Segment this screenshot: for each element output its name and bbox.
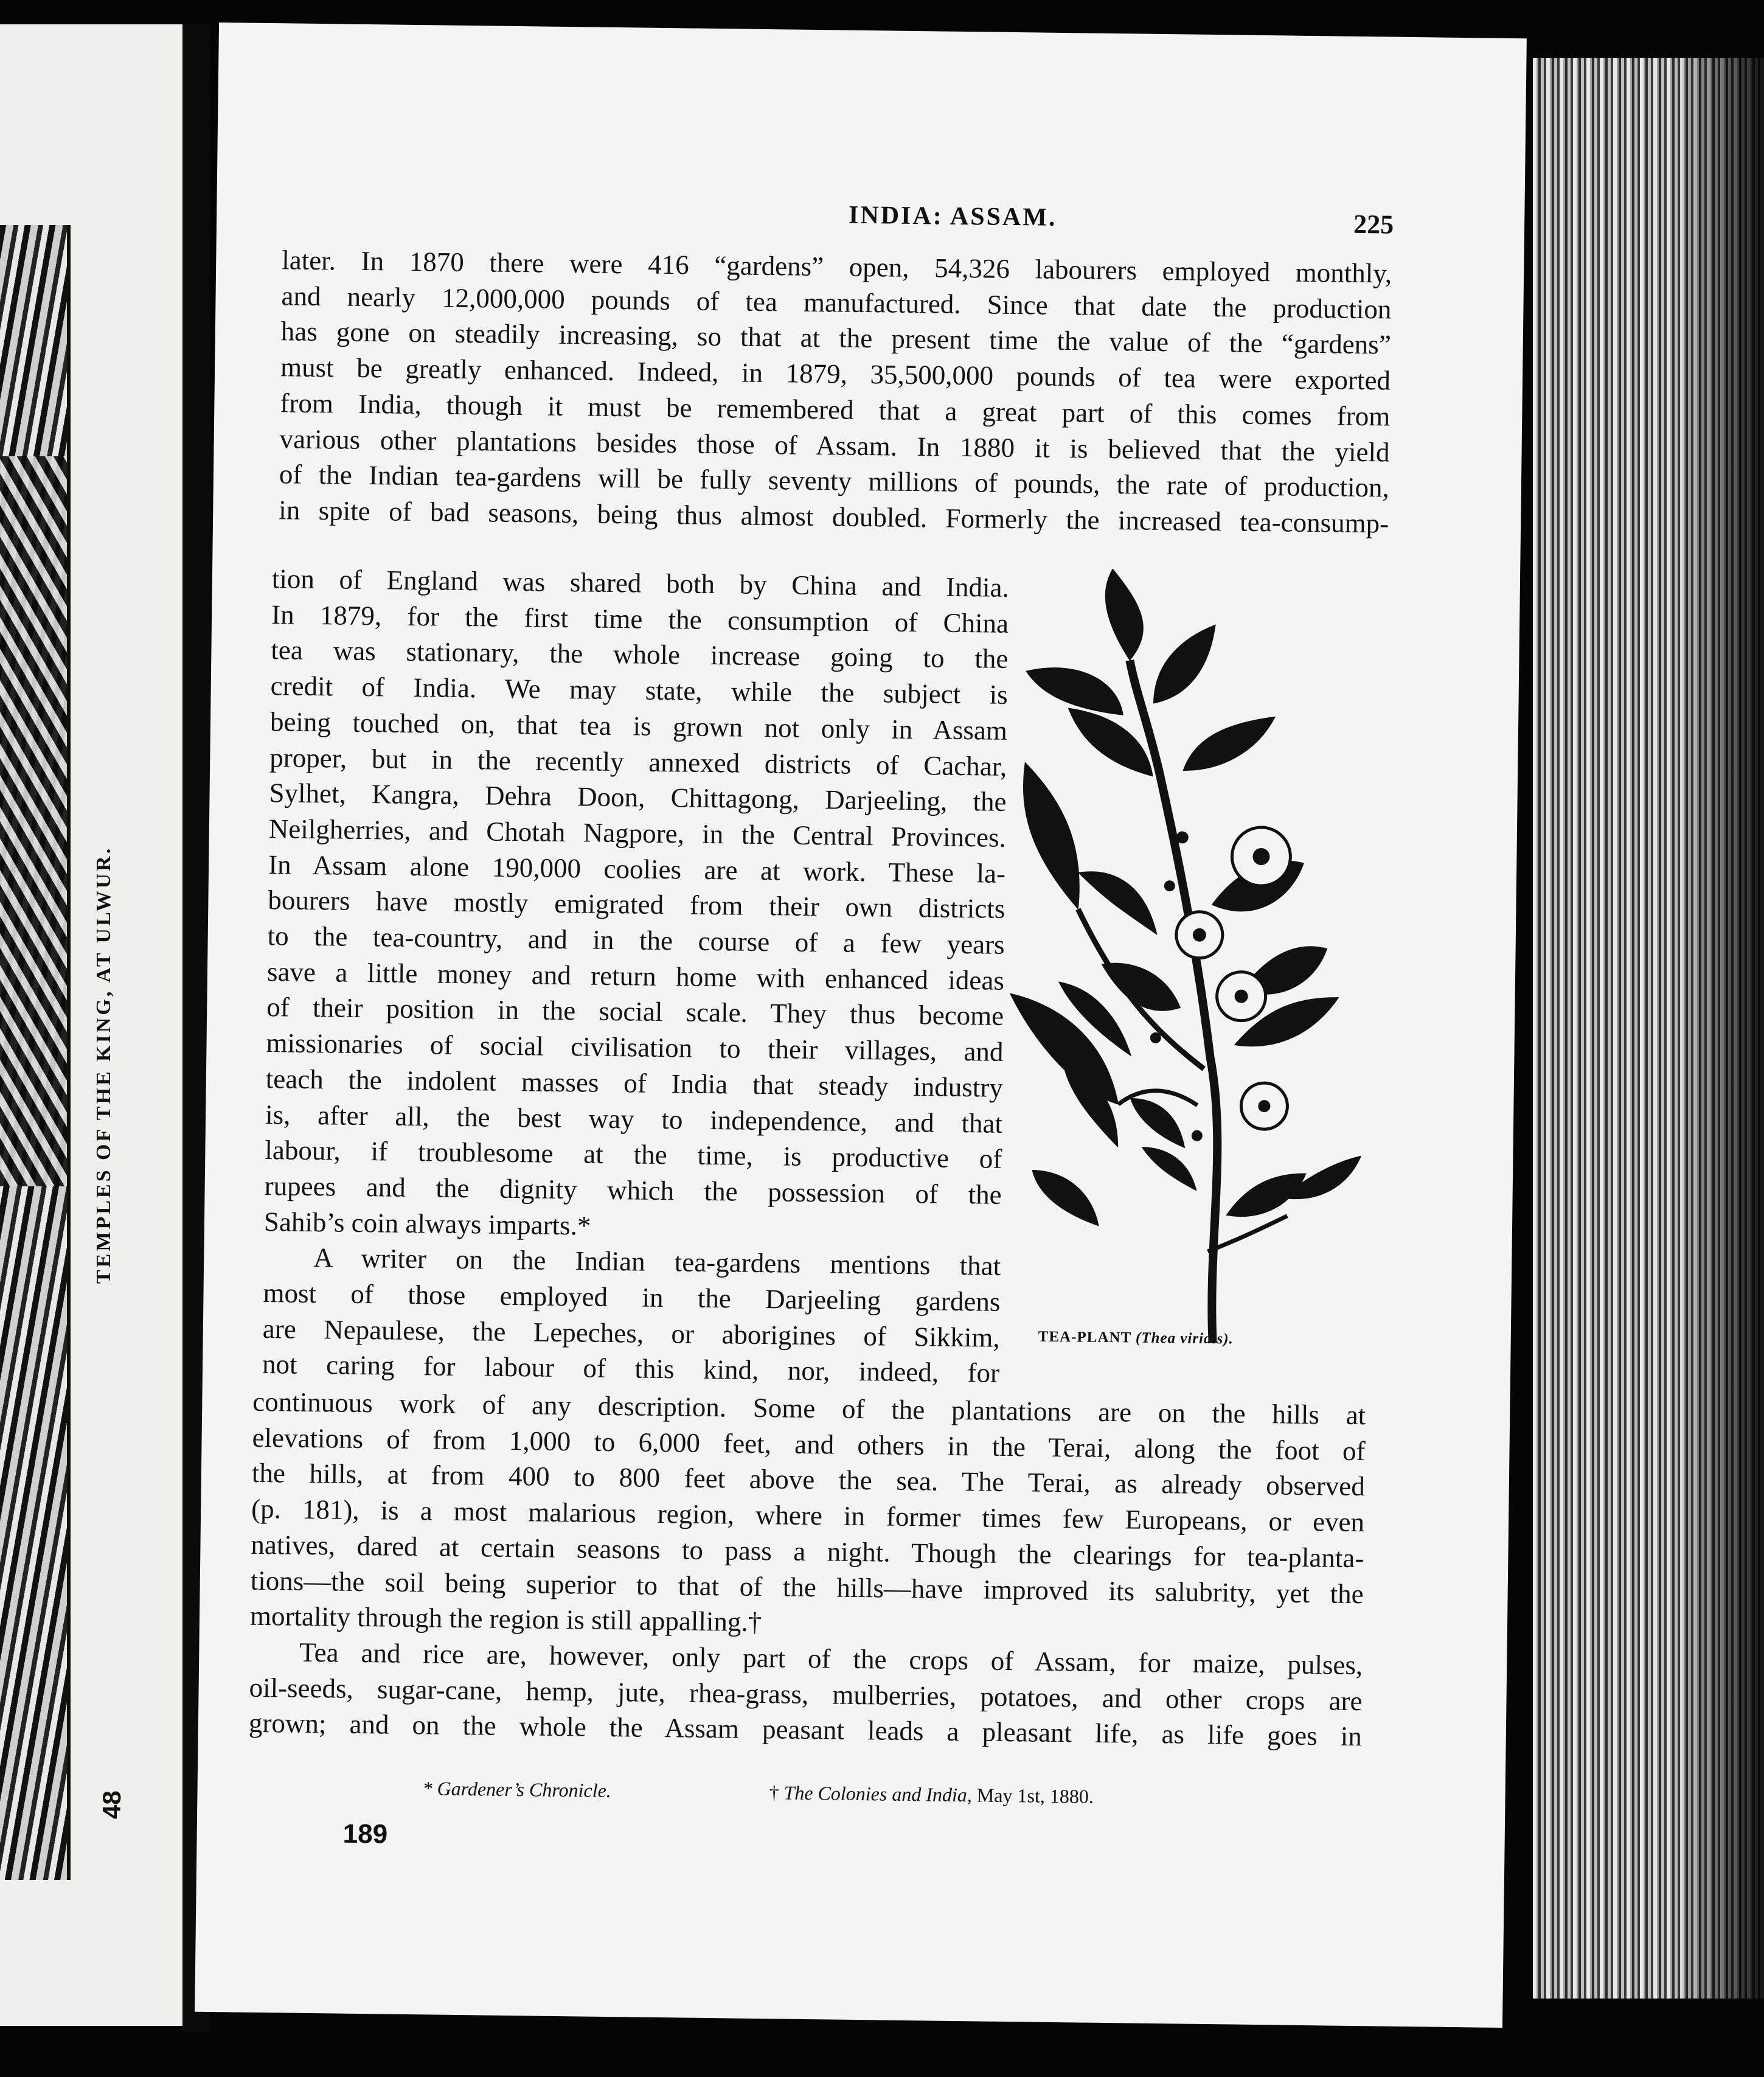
- narrow-column: [262, 561, 1009, 1391]
- text-line: Sylhet, Kangra, Dehra Doon, Chittagong, Darjeeling, the: [269, 778, 1007, 818]
- text-line: In 1879, for the first time the consumption of China: [271, 599, 1009, 639]
- text-line: mortality through the region is still appalling.†: [249, 1601, 762, 1638]
- text-line: of their position in the social scale. They thus become: [266, 992, 1004, 1032]
- caption-label: TEA-PLANT: [1038, 1328, 1131, 1346]
- plate-number: 48: [97, 1790, 126, 1819]
- footnotes: [422, 1777, 1396, 1807]
- signature-number: 189: [342, 1818, 388, 1849]
- text-line: natives, dared at certain seasons to pass a night. Though the clearings for tea-planta-: [251, 1529, 1364, 1573]
- text-line: of the Indian tea-gardens will be fully seventy millions of pounds, the rate of production,: [279, 459, 1390, 503]
- dagger-symbol: †: [769, 1781, 779, 1804]
- text-line: being touched on, that tea is grown not only in Assam: [269, 706, 1008, 746]
- text-line: Tea and rice are, however, only part of the crops of Assam, for maize, pulses,: [299, 1637, 1363, 1681]
- text-line: continuous work of any description. Some of the plantations are on the hills at: [252, 1386, 1366, 1431]
- text-line: oil-seeds, sugar-cane, hemp, jute, rhea-grass, mulberries, potatoes, and other crops are: [249, 1672, 1363, 1716]
- page-number: 225: [1353, 209, 1394, 240]
- text-line: labour, if troublesome at the time, is productive of: [265, 1135, 1002, 1175]
- paragraph-2-continued: [249, 1384, 1366, 1755]
- text-line: tion of England was shared both by China and India.: [271, 563, 1010, 603]
- footnote-2-date: May 1st, 1880.: [976, 1784, 1094, 1807]
- text-line: are Nepaulese, the Lepeches, or aborigines of Sikkim,: [262, 1313, 1001, 1353]
- text-line: Sahib’s coin always imparts.*: [263, 1206, 591, 1241]
- page-edges: [1533, 58, 1764, 1999]
- text-line: credit of India. We may state, while the subject is: [270, 670, 1008, 711]
- text-line: later. In 1870 there were 416 “gardens” open, 54,326 labourers employed monthly,: [281, 245, 1392, 289]
- plate-illustration: [0, 225, 71, 1880]
- running-head: INDIA: ASSAM.: [848, 201, 1057, 232]
- text-line: (p. 181), is a most malarious region, where in former times few Europeans, or even: [251, 1493, 1365, 1538]
- text-line: to the tea-country, and in the course of a few years: [267, 920, 1005, 960]
- text-line: tions—the soil being superior to that of the hills—have improved its salubrity, yet the: [250, 1565, 1364, 1609]
- text-line: bourers have mostly emigrated from their own districts: [268, 885, 1005, 925]
- facing-page: [0, 24, 182, 2026]
- plate-caption: TEMPLES OF THE KING, AT ULWUR.: [92, 846, 115, 1284]
- text-line: in spite of bad seasons, being thus almost doubled. Formerly the increased tea-consump-: [278, 495, 1389, 539]
- tea-plant-engraving: [993, 568, 1368, 1363]
- text-line: Neilgherries, and Chotah Nagpore, in the Central Provinces.: [268, 813, 1007, 853]
- caption-latin-name: (Thea viridis).: [1135, 1329, 1234, 1348]
- text-line: tea was stationary, the whole increase going to the: [271, 635, 1009, 675]
- text-line: rupees and the dignity which the possession of the: [264, 1170, 1002, 1210]
- text-line: proper, but in the recently annexed districts of Cachar,: [269, 742, 1007, 782]
- text-line: save a little money and return home with enhanced ideas: [266, 956, 1005, 996]
- text-line: various other plantations besides those of Assam. In 1880 it is believed that the yield: [279, 423, 1390, 468]
- footnote-2-title: The Colonies and India,: [783, 1781, 973, 1806]
- text-line: most of those employed in the Darjeeling gardens: [263, 1278, 1001, 1317]
- text-line: In Assam alone 190,000 coolies are at work. These la-: [268, 849, 1006, 889]
- text-line: missionaries of social civilisation to their villages, and: [266, 1028, 1004, 1068]
- paragraph-1: [213, 242, 1392, 541]
- text-line: is, after all, the best way to independence, and that: [265, 1099, 1003, 1139]
- text-line: must be greatly enhanced. Indeed, in 1879, 35,500,000 pounds of tea were exported: [280, 352, 1391, 396]
- footnote-2: [769, 1781, 1094, 1808]
- book-page: [195, 23, 1527, 2028]
- text-line: grown; and on the whole the Assam peasant leads a pleasant life, as life goes in: [248, 1708, 1363, 1752]
- text-line: has gone on steadily increasing, so that at the present time the value of the “gardens”: [280, 316, 1392, 360]
- text-line: from India, though it must be remembered that a great part of this comes from: [280, 388, 1391, 432]
- text-line: A writer on the Indian tea-gardens mentions that: [313, 1242, 1001, 1282]
- text-line: and nearly 12,000,000 pounds of tea manufactured. Since that date the production: [281, 280, 1392, 325]
- text-line: teach the indolent masses of India that steady industry: [265, 1063, 1004, 1103]
- text-line: elevations of from 1,000 to 6,000 feet, and others in the Terai, along the foot of: [252, 1422, 1366, 1466]
- text-line: the hills, at from 400 to 800 feet above the sea. The Terai, as already observed: [251, 1458, 1366, 1502]
- footnote-1: * Gardener’s Chronicle.: [422, 1777, 612, 1802]
- text-line: not caring for labour of this kind, nor, indeed, for: [262, 1349, 1000, 1389]
- plate-detail: [0, 456, 67, 1186]
- tea-plant-illustration: [993, 568, 1368, 1363]
